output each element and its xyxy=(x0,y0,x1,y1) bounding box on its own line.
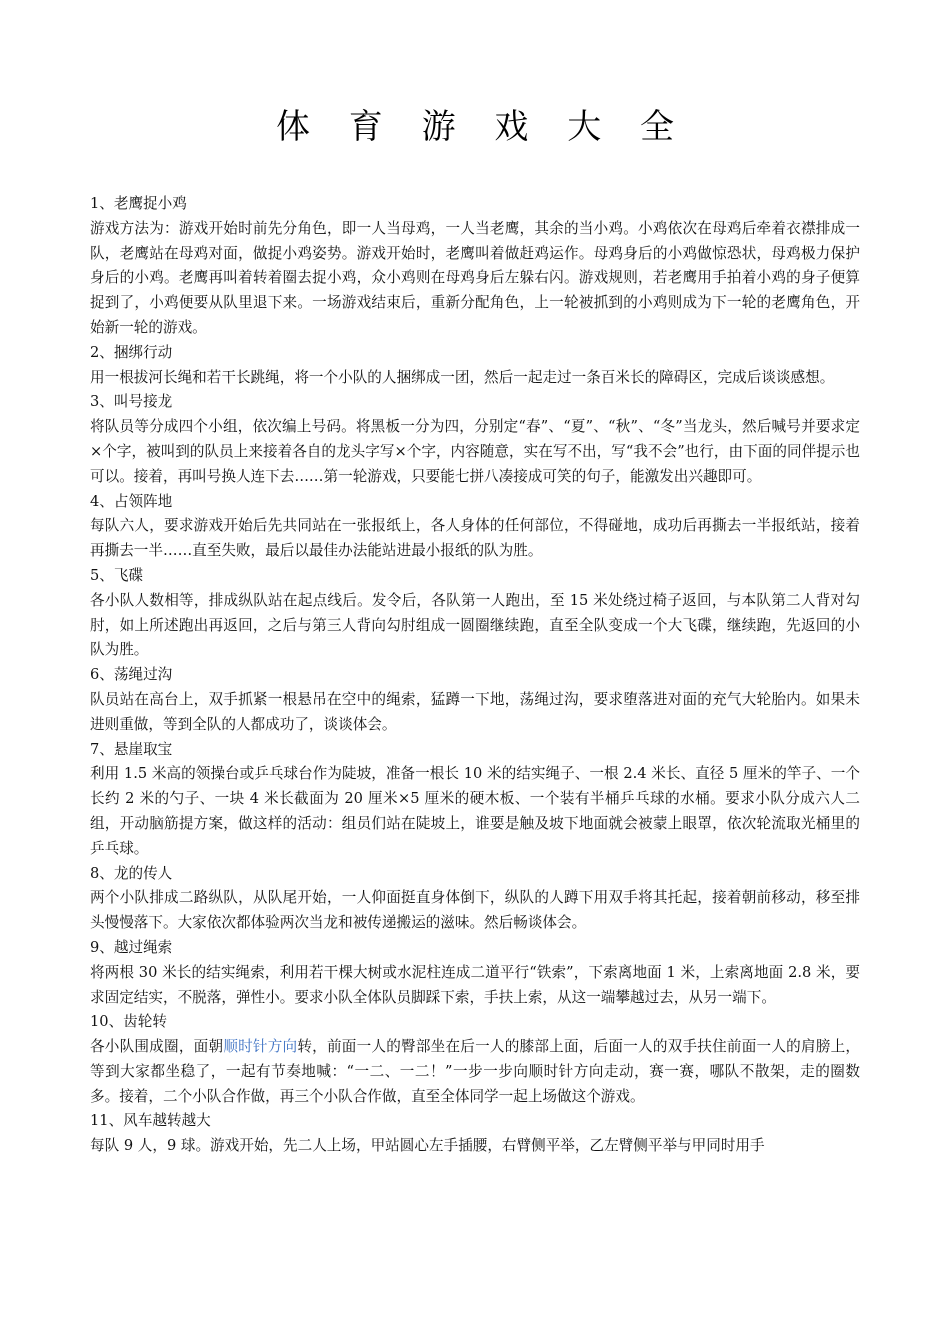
section-heading: 4、占领阵地 xyxy=(90,492,173,510)
section-body: 将队员等分成四个小组，依次编上号码。将黑板一分为四，分别定“春”、“夏”、“秋”、“冬”当龙头，然后喊号并要求定×个字，被叫到的队员上来接着各自的龙头字写×个字，内容随意，实在写不出，写“我不会”也行，由下面的同伴提示也可以。接着，再叫号换人连下去……第一轮游戏，只要能七拼八凑接成可笑的句子，能激发出兴趣即可。 xyxy=(90,418,860,485)
section-body: 各小队人数相等，排成纵队站在起点线后。发令后，各队第一人跑出，至 15 米处绕过椅子返回，与本队第二人背对勾肘，如上所述跑出再返回，之后与第三人背向勾肘组成一圆圈继续跑，直至全队变成一个大飞碟，继续跑，先返回的小队为胜。 xyxy=(90,591,860,659)
game-list xyxy=(90,192,860,1159)
section-body: 每队六人，要求游戏开始后先共同站在一张报纸上，各人身体的任何部位，不得碰地，成功后再撕去一半报纸站，接着再撕去一半……直至失败，最后以最佳办法能站进最小报纸的队为胜。 xyxy=(90,517,860,560)
section-body xyxy=(90,1035,860,1109)
section-heading: 3、叫号接龙 xyxy=(90,393,173,411)
section-body: 用一根拔河长绳和若干长跳绳，将一个小队的人捆绑成一团，然后一起走过一条百米长的障碍区，完成后谈谈感想。 xyxy=(90,368,835,386)
section-heading: 8、龙的传人 xyxy=(90,864,173,882)
section-heading: 1、老鹰捉小鸡 xyxy=(90,195,187,212)
section-body: 将两根 30 米长的结实绳索，利用若干棵大树或水泥柱连成二道平行“铁索”，下索离地面 1 米，上索离地面 2.8 米，要求固定结实，不脱落，弹性小。要求小队全体队员脚踩下索，手扶上索，从这一端攀越过去，从另一端下。 xyxy=(90,963,860,1006)
body-text-after: 转，前面一人的臀部坐在后一人的膝部上面，后面一人的双手扶住前面一人的肩膀上，等到大家都坐稳了，一起有节奏地喊：“一二、一二！”一步一步向顺时针方向走动，赛一赛，哪队不散架，走的圈数多。接着，二个小队合作做，再三个小队合作做，直至全体同学一起上场做这个游戏。 xyxy=(90,1038,860,1105)
section-heading: 2、捆绑行动 xyxy=(90,343,173,361)
section-heading: 5、飞碟 xyxy=(90,566,144,584)
section-body: 每队 9 人，9 球。游戏开始，先二人上场，甲站圆心左手插腰，右臂侧平举，乙左臂侧平举与甲同时用手 xyxy=(90,1137,765,1155)
document-title: 体 育 游 戏 大 全 xyxy=(275,107,689,147)
section-body: 两个小队排成二路纵队，从队尾开始，一人仰面挺直身体倒下，纵队的人蹲下用双手将其托起，接着朝前移动，移至排头慢慢落下。大家依次都体验两次当龙和被传递搬运的滋味。然后畅谈体会。 xyxy=(90,889,860,932)
section-heading: 6、荡绳过沟 xyxy=(90,666,173,684)
clockwise-link[interactable]: 顺时针方向 xyxy=(223,1038,298,1056)
section-heading: 9、越过绳索 xyxy=(90,938,173,956)
section-body: 队员站在高台上，双手抓紧一根悬吊在空中的绳索，猛蹲一下地，荡绳过沟，要求堕落进对面的充气大轮胎内。如果未进则重做，等到全队的人都成功了，谈谈体会。 xyxy=(90,690,860,733)
section-heading: 10、齿轮转 xyxy=(90,1013,167,1031)
section-body: 利用 1.5 米高的领操台或乒乓球台作为陡坡，准备一根长 10 米的结实绳子、一根 2.4 米长、直径 5 厘米的竿子、一个长约 2 米的勺子、一块 4 米长截面为 20 厘米×5 厘米的硬木板、一个装有半桶乒乓球的水桶。要求小队分成六人二组，开动脑筋提方案，做这样的活动：组员们站在陡坡上，谁要是触及坡下地面就会被蒙上眼罩，依次轮流取光桶里的乒乓球。 xyxy=(90,765,860,857)
body-text-before: 各小队围成圈，面朝 xyxy=(90,1038,224,1056)
section-body: 游戏方法为：游戏开始时前先分角色，即一人当母鸡，一人当老鹰，其余的当小鸡。小鸡依次在母鸡后牵着衣襟排成一队，老鹰站在母鸡对面，做捉小鸡姿势。游戏开始时，老鹰叫着做赶鸡运作。母鸡身后的小鸡做惊恐状，母鸡极力保护身后的小鸡。老鹰再叫着转着圈去捉小鸡，众小鸡则在母鸡身后左躲右闪。游戏规则，若老鹰用手拍着小鸡的身子便算捉到了，小鸡便要从队里退下来。一场游戏结束后，重新分配角色，上一轮被抓到的小鸡则成为下一轮的老鹰角色，开始新一轮的游戏。 xyxy=(90,219,860,336)
section-heading: 11、风车越转越大 xyxy=(90,1112,211,1130)
section-heading: 7、悬崖取宝 xyxy=(90,740,173,758)
